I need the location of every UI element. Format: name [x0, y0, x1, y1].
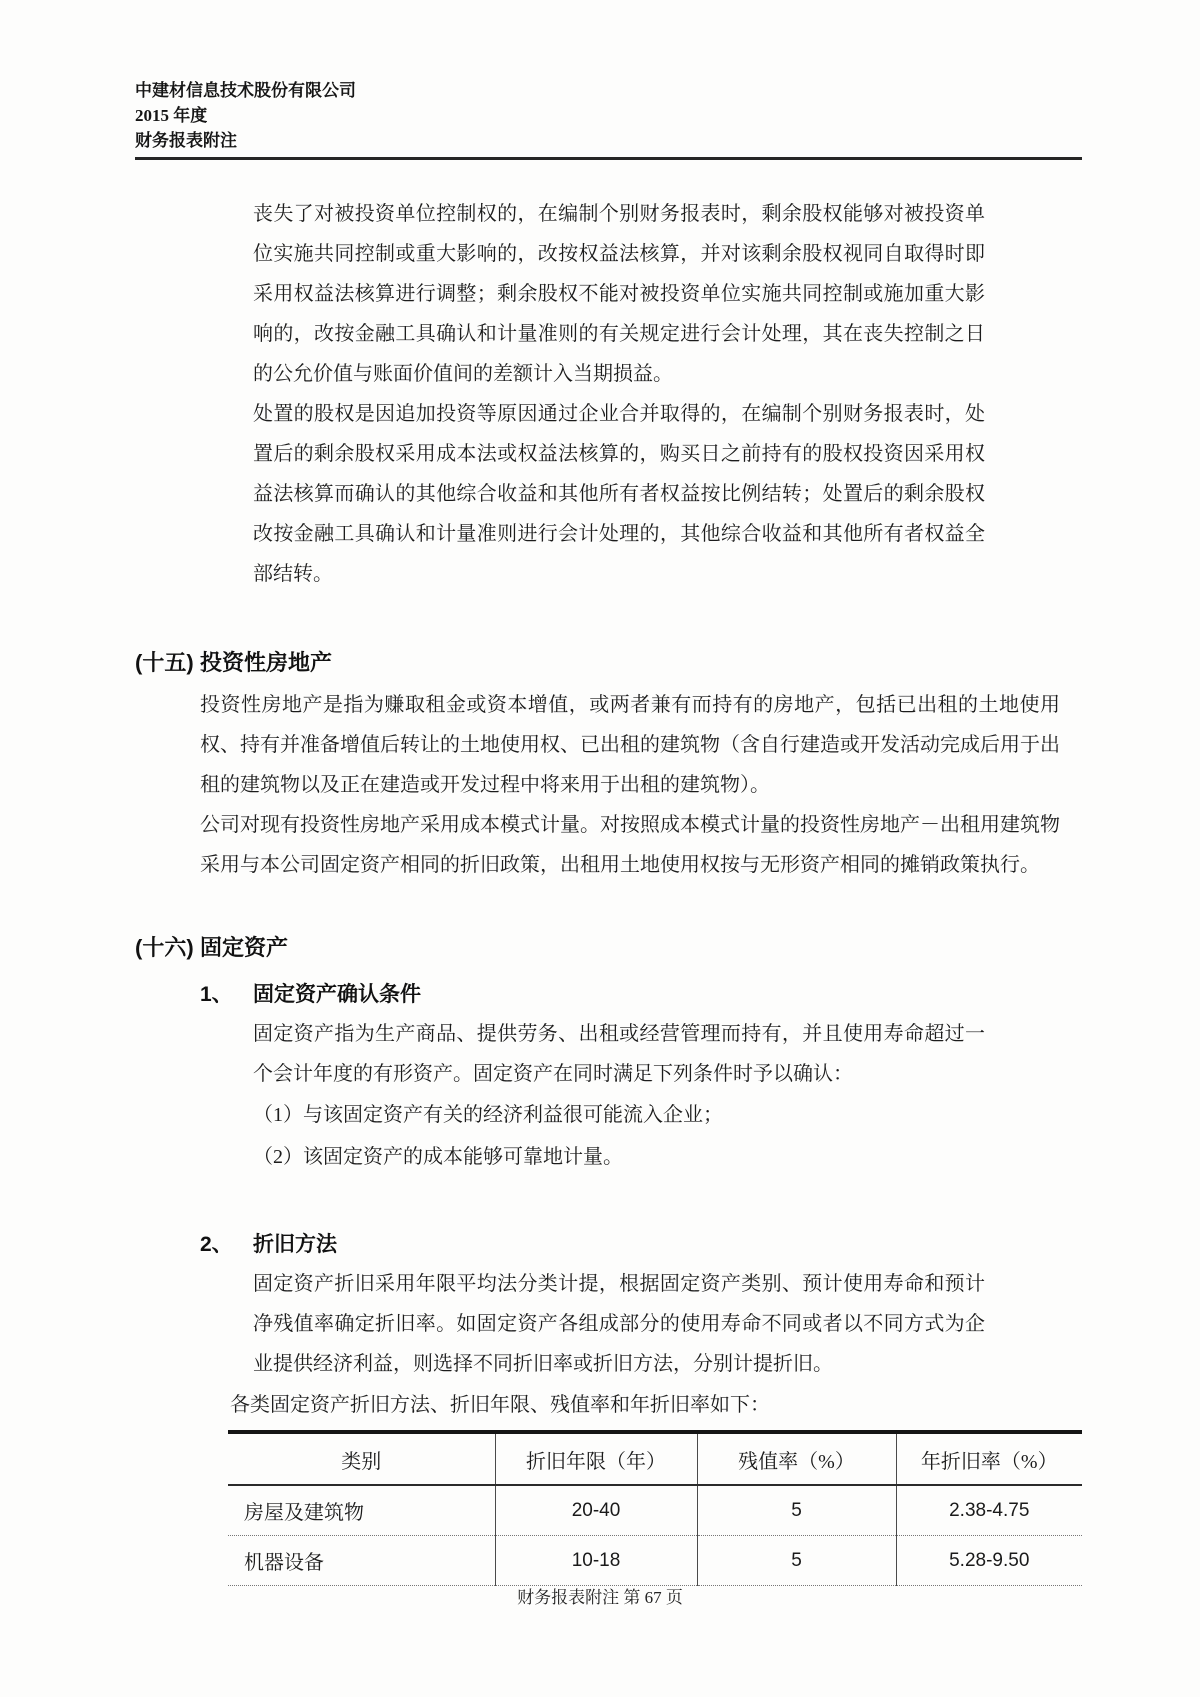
column-header-depreciation-life: 折旧年限（年）: [495, 1432, 697, 1485]
table-header-row: [228, 1432, 1082, 1485]
header-divider: [135, 157, 1082, 160]
subsection-1-number: 1、: [200, 983, 233, 1006]
section-15-heading: [135, 646, 1082, 677]
cell-rate-buildings: 2.38-4.75: [896, 1485, 1082, 1536]
intro-paragraphs: [253, 194, 985, 594]
section-16-heading: [135, 931, 1082, 962]
table-row: [228, 1536, 1082, 1586]
section-15-paragraph-2: 公司对现有投资性房地产采用成本模式计量。对按照成本模式计量的投资性房地产－出租用建筑物采用与本公司固定资产相同的折旧政策，出租用土地使用权按与无形资产相同的摊销政策执行。: [200, 814, 1060, 876]
cell-residual-machinery: 5: [697, 1536, 896, 1586]
section-16-number: (十六): [135, 935, 194, 960]
report-year: 2015 年度: [135, 106, 208, 125]
recognition-condition-1: （1）与该固定资产有关的经济利益很可能流入企业；: [253, 1104, 723, 1126]
subsection-1-paragraph: 固定资产指为生产商品、提供劳务、出租或经营管理而持有，并且使用寿命超过一个会计年度的有形资产。固定资产在同时满足下列条件时予以确认：: [253, 1023, 985, 1085]
intro-paragraph-1: 丧失了对被投资单位控制权的，在编制个别财务报表时，剩余股权能够对被投资单位实施共同控制或重大影响的，改按权益法核算，并对该剩余股权视同自取得时即采用权益法核算进行调整；剩余股权不能对被投资单位实施共同控制或施加重大影响的，改按金融工具确认和计量准则的有关规定进行会计处理，其在丧失控制之日的公允价值与账面价值间的差额计入当期损益。: [253, 203, 985, 385]
column-header-category: 类别: [228, 1432, 495, 1485]
recognition-condition-2: （2）该固定资产的成本能够可靠地计量。: [253, 1146, 623, 1168]
subsection-1-heading: [200, 978, 1082, 1008]
document-header: [135, 78, 1082, 153]
subsection-2-number: 2、: [200, 1233, 233, 1256]
subsection-1-title: 固定资产确认条件: [253, 983, 421, 1006]
subsection-1-body: [253, 1014, 985, 1178]
depreciation-table-intro: 各类固定资产折旧方法、折旧年限、残值率和年折旧率如下：: [230, 1394, 770, 1416]
subsection-2-heading: [200, 1228, 1082, 1258]
column-header-residual-rate: 残值率（%）: [697, 1432, 896, 1485]
cell-category-machinery: 机器设备: [228, 1536, 495, 1586]
subsection-2-title: 折旧方法: [253, 1233, 337, 1256]
document-title: 财务报表附注: [135, 131, 237, 150]
cell-category-buildings: 房屋及建筑物: [228, 1485, 495, 1536]
section-15-body: [200, 685, 1060, 885]
table-row: [228, 1485, 1082, 1536]
subsection-2-body: [253, 1264, 985, 1384]
page-footer: 财务报表附注 第 67 页: [517, 1588, 683, 1607]
cell-life-machinery: 10-18: [495, 1536, 697, 1586]
depreciation-table: [228, 1430, 1082, 1586]
cell-residual-buildings: 5: [697, 1485, 896, 1536]
section-16-title: 固定资产: [200, 935, 289, 960]
section-15-paragraph-1: 投资性房地产是指为赚取租金或资本增值，或两者兼有而持有的房地产，包括已出租的土地使用权、持有并准备增值后转让的土地使用权、已出租的建筑物（含自行建造或开发活动完成后用于出租的建筑物以及正在建造或开发过程中将来用于出租的建筑物）。: [200, 694, 1060, 796]
section-15-number: (十五): [135, 650, 194, 675]
subsection-2-paragraph: 固定资产折旧采用年限平均法分类计提，根据固定资产类别、预计使用寿命和预计净残值率确定折旧率。如固定资产各组成部分的使用寿命不同或者以不同方式为企业提供经济利益，则选择不同折旧率或折旧方法，分别计提折旧。: [253, 1273, 985, 1375]
column-header-annual-rate: 年折旧率（%）: [896, 1432, 1082, 1485]
section-15-title: 投资性房地产: [200, 650, 333, 675]
cell-rate-machinery: 5.28-9.50: [896, 1536, 1082, 1586]
cell-life-buildings: 20-40: [495, 1485, 697, 1536]
intro-paragraph-2: 处置的股权是因追加投资等原因通过企业合并取得的，在编制个别财务报表时，处置后的剩余股权采用成本法或权益法核算的，购买日之前持有的股权投资因采用权益法核算而确认的其他综合收益和其他所有者权益按比例结转；处置后的剩余股权改按金融工具确认和计量准则进行会计处理的，其他综合收益和其他所有者权益全部结转。: [253, 403, 985, 585]
company-name: 中建材信息技术股份有限公司: [135, 81, 356, 100]
